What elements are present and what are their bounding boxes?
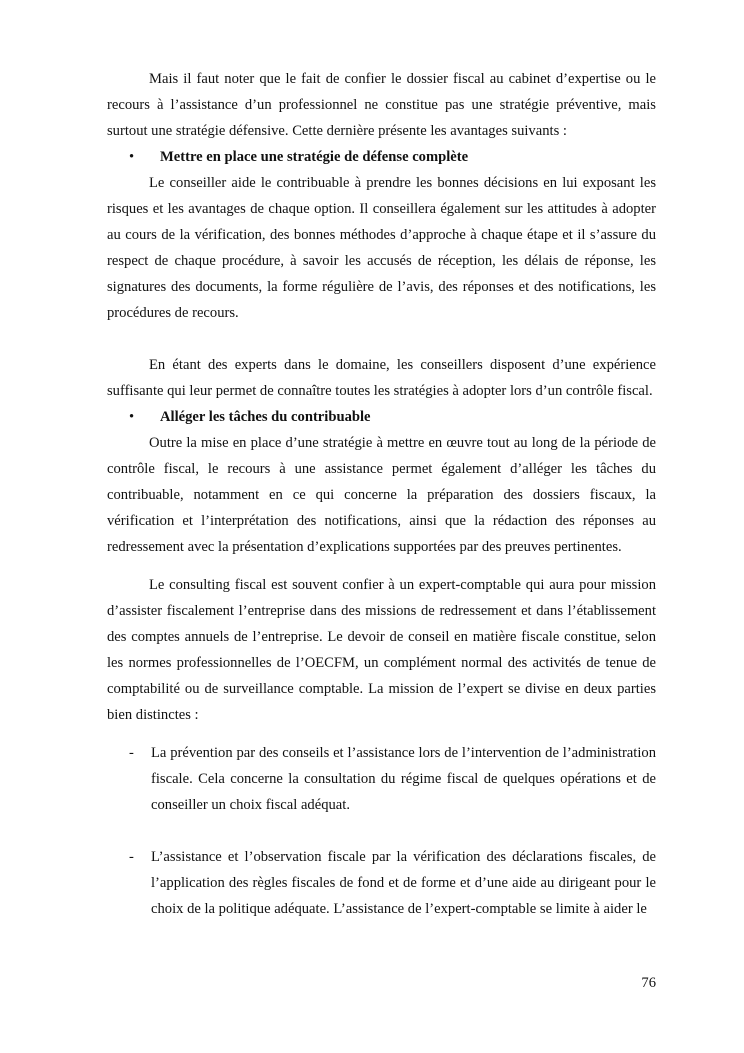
document-page: [107, 66, 656, 922]
page-number: 76: [641, 975, 656, 991]
bullet-icon: •: [129, 409, 135, 425]
consulting-paragraph: Le consulting fiscal est souvent confier à un expert-comptable qui aura pour mission d’assister fiscalement l’entreprise dans des missions de redressement et dans l’établissement des comptes annuels de l’entreprise. Le devoir de conseil en matière fiscale constitue, selon les normes professionnelles de l’OECFM, un complément normal des activités de tenue de comptabilité ou de surveillance comptable. La mission de l’expert se divise en deux parties bien distinctes :: [107, 577, 656, 723]
bullet-icon: •: [129, 149, 135, 165]
list-item-text: L’assistance et l’observation fiscale par la vérification des déclarations fiscales, de l’application des règles fiscales de fond et de forme et d’une aide au dirigeant pour le choix de la politique adéquate. L’assistance de l’expert-comptable se limite à aider le: [151, 849, 656, 917]
list-item-text: La prévention par des conseils et l’assistance lors de l’intervention de l’administration fiscale. Cela concerne la consultation du régime fiscal de quelques opérations et de conseiller un choix fiscal adéquat.: [151, 745, 656, 813]
list-item: [107, 740, 656, 818]
dash-marker: -: [129, 745, 134, 761]
alleger-paragraph: Outre la mise en place d’une stratégie à mettre en œuvre tout au long de la période de contrôle fiscal, le recours à une assistance permet également d’alléger les tâches du contribuable, notamment en ce qui concerne la préparation des dossiers fiscaux, la vérification et l’interprétation des notifications, ainsi que la rédaction des réponses au redressement avec la présentation d’explications supportées par des preuves pertinentes.: [107, 435, 656, 555]
defense-paragraph: Le conseiller aide le contribuable à prendre les bonnes décisions en lui exposant les risques et les avantages de chaque option. Il conseillera également sur les attitudes à adopter au cours de la vérification, des bonnes méthodes d’approche à chaque étape et il s’assure du respect de chaque procédure, à savoir les accusés de réception, les délais de réponse, les signatures des documents, la forme régulière de l’avis, des réponses et des notifications, les procédures de recours.: [107, 175, 656, 321]
section-heading-text: Mettre en place une stratégie de défense complète: [160, 149, 469, 165]
intro-paragraph: Mais il faut noter que le fait de confier le dossier fiscal au cabinet d’expertise ou le recours à l’assistance d’un professionnel ne constitue pas une stratégie préventive, mais surtout une stratégie défensive. Cette dernière présente les avantages suivants :: [107, 71, 656, 139]
section-heading-text: Alléger les tâches du contribuable: [160, 409, 371, 425]
dash-marker: -: [129, 849, 134, 865]
experts-paragraph: En étant des experts dans le domaine, les conseillers disposent d’une expérience suffisante qui leur permet de connaître toutes les stratégies à adopter lors d’un contrôle fiscal.: [107, 357, 656, 399]
section-heading-alleger: [107, 404, 656, 430]
section-heading-defense: [107, 144, 656, 170]
list-item: [107, 844, 656, 922]
